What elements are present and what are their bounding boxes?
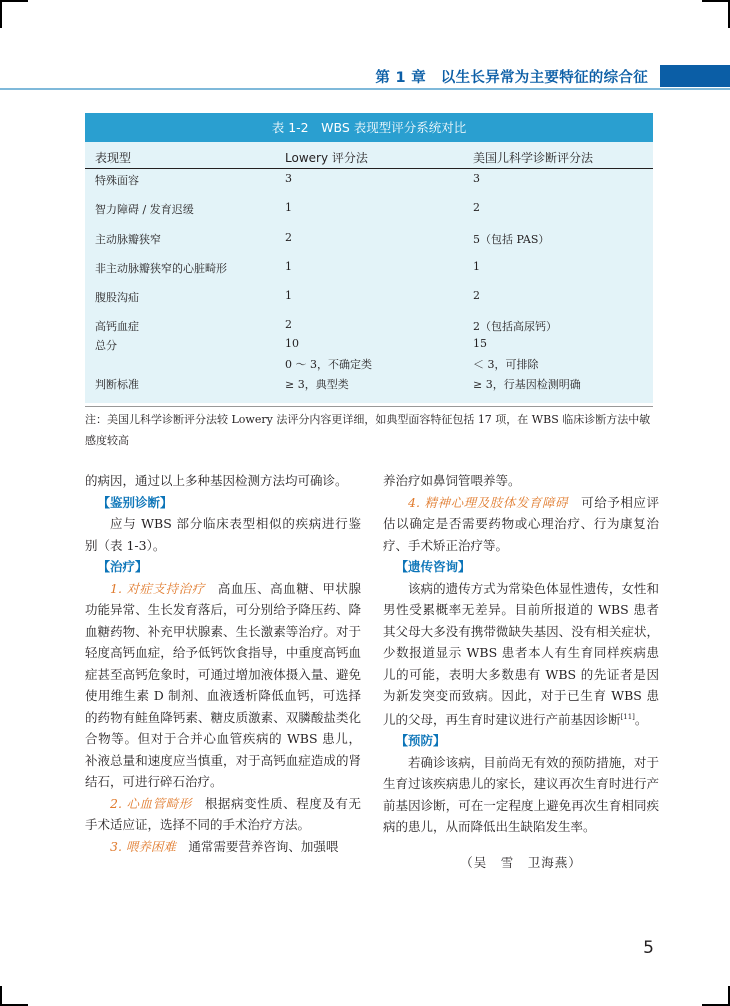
table-cell: 主动脉瓣狭窄 bbox=[95, 233, 161, 246]
table-cell: 2 bbox=[285, 318, 292, 331]
table-cell: ≥ 3，典型类 bbox=[285, 378, 349, 391]
left-column bbox=[85, 470, 361, 857]
table-cell: 5（包括 PAS） bbox=[473, 233, 550, 246]
table-cell: 2 bbox=[473, 289, 480, 302]
table-header-aap: 美国儿科学诊断评分法 bbox=[473, 151, 594, 165]
table-cell: 特殊面容 bbox=[95, 174, 139, 187]
table-cell: 判断标准 bbox=[95, 378, 139, 391]
table-cell: 3 bbox=[473, 172, 480, 185]
table-cell: 0 ～ 3，不确定类 bbox=[285, 358, 372, 371]
paragraph: 应与 WBS 部分临床表型相似的疾病进行鉴别（表 1-3）。 bbox=[85, 516, 361, 553]
table-cell: 智力障碍 / 发育迟缓 bbox=[95, 203, 194, 216]
citation: [11] bbox=[620, 712, 635, 721]
table-cell: 腹股沟疝 bbox=[95, 291, 139, 304]
crop-mark bbox=[0, 0, 2, 28]
table-cell: 2 bbox=[285, 231, 292, 244]
page-number: 5 bbox=[643, 938, 654, 958]
table-cell: 1 bbox=[473, 260, 480, 273]
paragraph: 根据病变性质、程度及有无手术适应证，选择不同的手术治疗方法。 bbox=[85, 795, 361, 832]
table-cell: 非主动脉瓣狭窄的心脏畸形 bbox=[95, 262, 227, 275]
table-header-rule bbox=[85, 168, 653, 169]
table-header-lowery: Lowery 评分法 bbox=[285, 151, 368, 165]
crop-mark bbox=[0, 986, 2, 1006]
paragraph: 可给予相应评估以确定是否需要药物或心理治疗、行为康复治疗、手术矫正治疗等。 bbox=[383, 494, 659, 553]
authors: （吴 雪 卫海燕） bbox=[460, 854, 582, 870]
section-heading-treatment: 【治疗】 bbox=[97, 559, 148, 574]
table-cell: 1 bbox=[285, 289, 292, 302]
section-heading-genetic-counseling: 【遗传咨询】 bbox=[395, 559, 471, 574]
table-cell: 1 bbox=[285, 201, 292, 214]
section-heading-prevention: 【预防】 bbox=[395, 733, 446, 749]
table-cell: 高钙血症 bbox=[95, 320, 139, 333]
table-cell: 2（包括高尿钙） bbox=[473, 320, 557, 333]
paragraph-end: 。 bbox=[634, 711, 648, 727]
table-cell: ≥ 3，行基因检测明确 bbox=[473, 378, 581, 391]
table-cell: 2 bbox=[473, 201, 480, 214]
table-cell: 3 bbox=[285, 172, 292, 185]
paragraph: 通常需要营养咨询、加强喂 bbox=[188, 838, 339, 854]
paragraph: 若确诊该病，目前尚无有效的预防措施，对于生育过该疾病患儿的家长，建议再次生育时进行产前基因诊断，可在一定程度上避免再次生育相同疾病的患儿，从而降低出生缺陷发生率。 bbox=[383, 754, 659, 835]
paragraph: 养治疗如鼻饲管喂养等。 bbox=[383, 473, 521, 488]
section-heading-differential: 【鉴别诊断】 bbox=[97, 494, 173, 510]
paragraph: 的病因，通过以上多种基因检测方法均可确诊。 bbox=[85, 473, 348, 488]
table-cell: 总分 bbox=[95, 339, 117, 352]
comparison-table bbox=[85, 113, 653, 403]
right-column bbox=[383, 470, 659, 873]
table-header-phenotype: 表现型 bbox=[95, 151, 132, 165]
chapter-color-block bbox=[660, 65, 730, 87]
crop-mark bbox=[0, 0, 28, 2]
chapter-rule bbox=[0, 88, 730, 90]
subheading: 2. 心血管畸形 bbox=[110, 795, 192, 811]
chapter-title: 第 1 章 以生长异常为主要特征的综合征 bbox=[375, 70, 648, 86]
table-cell: 10 bbox=[285, 337, 299, 350]
table-cell: 15 bbox=[473, 337, 487, 350]
subheading: 3. 喂养困难 bbox=[110, 838, 176, 854]
table-cell: 1 bbox=[285, 260, 292, 273]
table-note: 注：美国儿科学诊断评分法较 Lowery 法评分内容更详细，如典型面容特征包括 17 项，在 WBS 临床诊断方法中敏感度较高 bbox=[85, 413, 651, 447]
table-caption: 表 1-2 WBS 表现型评分系统对比 bbox=[85, 113, 653, 142]
crop-mark bbox=[702, 0, 730, 2]
subheading: 4. 精神心理及肢体发育障碍 bbox=[408, 494, 569, 510]
paragraph: 高血压、高血糖、甲状腺功能异常、生长发育落后，可分别给予降压药、降血糖药物、补充甲状腺素、生长激素等治疗。对于轻度高钙血症，给予低钙饮食指导，中重度高钙血症甚至高钙危象时，可通过增加液体摄入量、避免使用维生素 D 制剂、血液透析降低血钙，可选择的药物有鲑鱼降钙素、糖皮质激素、双膦酸盐类化合物等。但对于合并心血管疾病的 WBS 患儿，补液总量和速度应当慎重，对于高钙血症造成的肾结石，可进行碎石治疗。 bbox=[85, 580, 361, 789]
paragraph: 该病的遗传方式为常染色体显性遗传，女性和男性受累概率无差异。目前所报道的 WBS 患者其父母大多没有携带微缺失基因、没有相关症状，少数报道显示 WBS 患者本人有生育同样疾病患儿的可能，表明大多数患有 WBS 的先证者是因为新发突变而致病。因此，对于已生育 WBS 患儿的父母，再生育时建议进行产前基因诊断 bbox=[383, 580, 659, 727]
table-cell: ＜ 3，可排除 bbox=[473, 358, 539, 371]
subheading: 1. 对症支持治疗 bbox=[110, 580, 205, 596]
table-bottom-rule bbox=[85, 406, 653, 407]
